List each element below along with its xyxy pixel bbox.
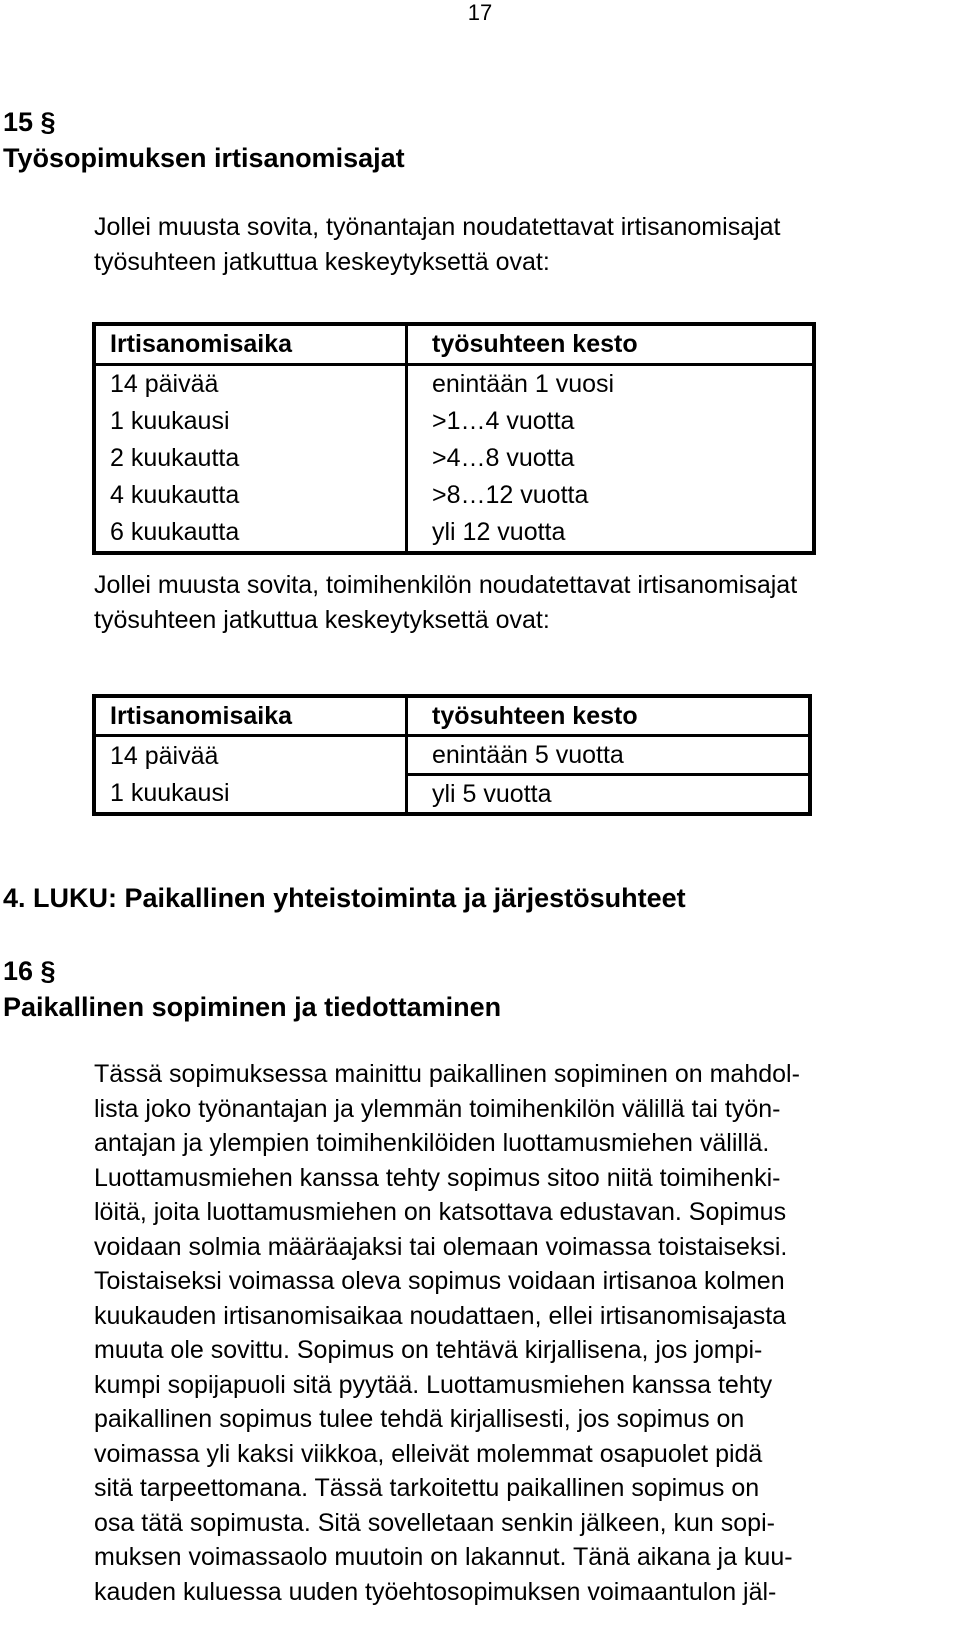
section-16-body	[94, 1057, 940, 1609]
table-row	[94, 365, 814, 404]
section-16-heading	[3, 953, 501, 1025]
notice-period-cell: 1 kuukausi	[110, 779, 230, 808]
body-line: muksen voimassaolo muutoin on lakannut. Tänä aikana ja kuu-	[94, 1543, 793, 1571]
body-line: muuta ole sovittu. Sopimus on tehtävä kirjallisena, jos jompi-	[94, 1336, 763, 1364]
notice-period-cell: 14 päivää	[110, 370, 219, 398]
chapter-4-heading	[3, 880, 686, 916]
body-line: Toistaiseksi voimassa oleva sopimus voidaan irtisanoa kolmen	[94, 1267, 785, 1295]
body-line: antajan ja ylempien toimihenkilöiden luottamusmiehen välillä.	[94, 1129, 770, 1157]
table-row	[94, 403, 814, 440]
table-row	[94, 775, 810, 815]
body-line: Tässä sopimuksessa mainittu paikallinen sopiminen on mahdol-	[94, 1060, 800, 1088]
body-line: voimassa yli kaksi viikkoa, elleivät molemmat osapuolet pidä	[94, 1439, 763, 1468]
body-line: kauden kuluessa uuden työehtosopimuksen voimaantulon jäl-	[94, 1577, 777, 1606]
body-line: kuukauden irtisanomisaikaa noudattaen, ellei irtisanomisajasta	[94, 1301, 787, 1330]
notice-period-cell: 14 päivää	[110, 741, 219, 770]
column-header-employment-duration: työsuhteen kesto	[407, 324, 815, 365]
employee-intro-line: työsuhteen jatkuttua keskeytyksettä ovat:	[94, 606, 550, 634]
section-15-title: Työsopimuksen irtisanomisajat	[3, 143, 405, 173]
body-line: paikallinen sopimus tulee tehdä kirjallisesti, jos sopimus on	[94, 1405, 745, 1433]
table-header-row	[94, 696, 810, 736]
notice-period-cell: 6 kuukautta	[110, 518, 240, 546]
table-row	[94, 477, 814, 514]
employment-duration-cell: >1…4 vuotta	[407, 403, 815, 440]
section-16-title: Paikallinen sopiminen ja tiedottaminen	[3, 992, 502, 1022]
notice-period-cell: 2 kuukautta	[110, 444, 240, 472]
section-15-number: 15 §	[3, 107, 56, 137]
body-line: osa tätä sopimusta. Sitä sovelletaan senkin jälkeen, kun sopi-	[94, 1508, 775, 1537]
body-line: Luottamusmiehen kanssa tehty sopimus sitoo niitä toimihenki-	[94, 1163, 781, 1192]
body-line: sitä tarpeettomana. Tässä tarkoitettu paikallinen sopimus on	[94, 1474, 760, 1502]
body-line: lista joko työnantajan ja ylemmän toimihenkilön välillä tai työn-	[94, 1094, 781, 1123]
body-line: löitä, joita luottamusmiehen on katsottava edustavan. Sopimus	[94, 1198, 787, 1226]
employer-intro-line: työsuhteen jatkuttua keskeytyksettä ovat:	[94, 248, 550, 276]
table-row	[94, 514, 814, 553]
column-header-notice-period: Irtisanomisaika	[94, 324, 407, 365]
employment-duration-cell: yli 12 vuotta	[407, 514, 815, 553]
employer-intro-paragraph	[94, 210, 934, 280]
employment-duration-cell: enintään 1 vuosi	[407, 365, 815, 404]
section-15-heading	[3, 104, 405, 176]
page-number: 17	[467, 0, 493, 25]
table-row	[94, 440, 814, 477]
chapter-4-title: 4. LUKU: Paikallinen yhteistoiminta ja järjestösuhteet	[3, 883, 686, 913]
employment-duration-cell: >8…12 vuotta	[407, 477, 815, 514]
employee-notice-table	[92, 694, 812, 816]
table-row	[94, 736, 810, 775]
notice-period-cell: 4 kuukautta	[110, 481, 240, 509]
employment-duration-cell: >4…8 vuotta	[407, 440, 815, 477]
employee-intro-line: Jollei muusta sovita, toimihenkilön noudatettavat irtisanomisajat	[94, 571, 798, 599]
notice-period-cell: 1 kuukausi	[110, 407, 230, 435]
body-line: kumpi sopijapuoli sitä pyytää. Luottamusmiehen kanssa tehty	[94, 1370, 773, 1399]
employer-intro-line: Jollei muusta sovita, työnantajan noudatettavat irtisanomisajat	[94, 213, 781, 241]
column-header-employment-duration: työsuhteen kesto	[407, 696, 811, 736]
column-header-notice-period: Irtisanomisaika	[94, 696, 407, 736]
employment-duration-cell: yli 5 vuotta	[407, 775, 811, 815]
body-line: voidaan solmia määräajaksi tai olemaan voimassa toistaiseksi.	[94, 1232, 788, 1261]
section-16-number: 16 §	[3, 956, 56, 986]
employer-notice-table	[92, 322, 816, 555]
employment-duration-cell: enintään 5 vuotta	[407, 736, 811, 775]
table-header-row	[94, 324, 814, 365]
employee-intro-paragraph	[94, 568, 934, 638]
